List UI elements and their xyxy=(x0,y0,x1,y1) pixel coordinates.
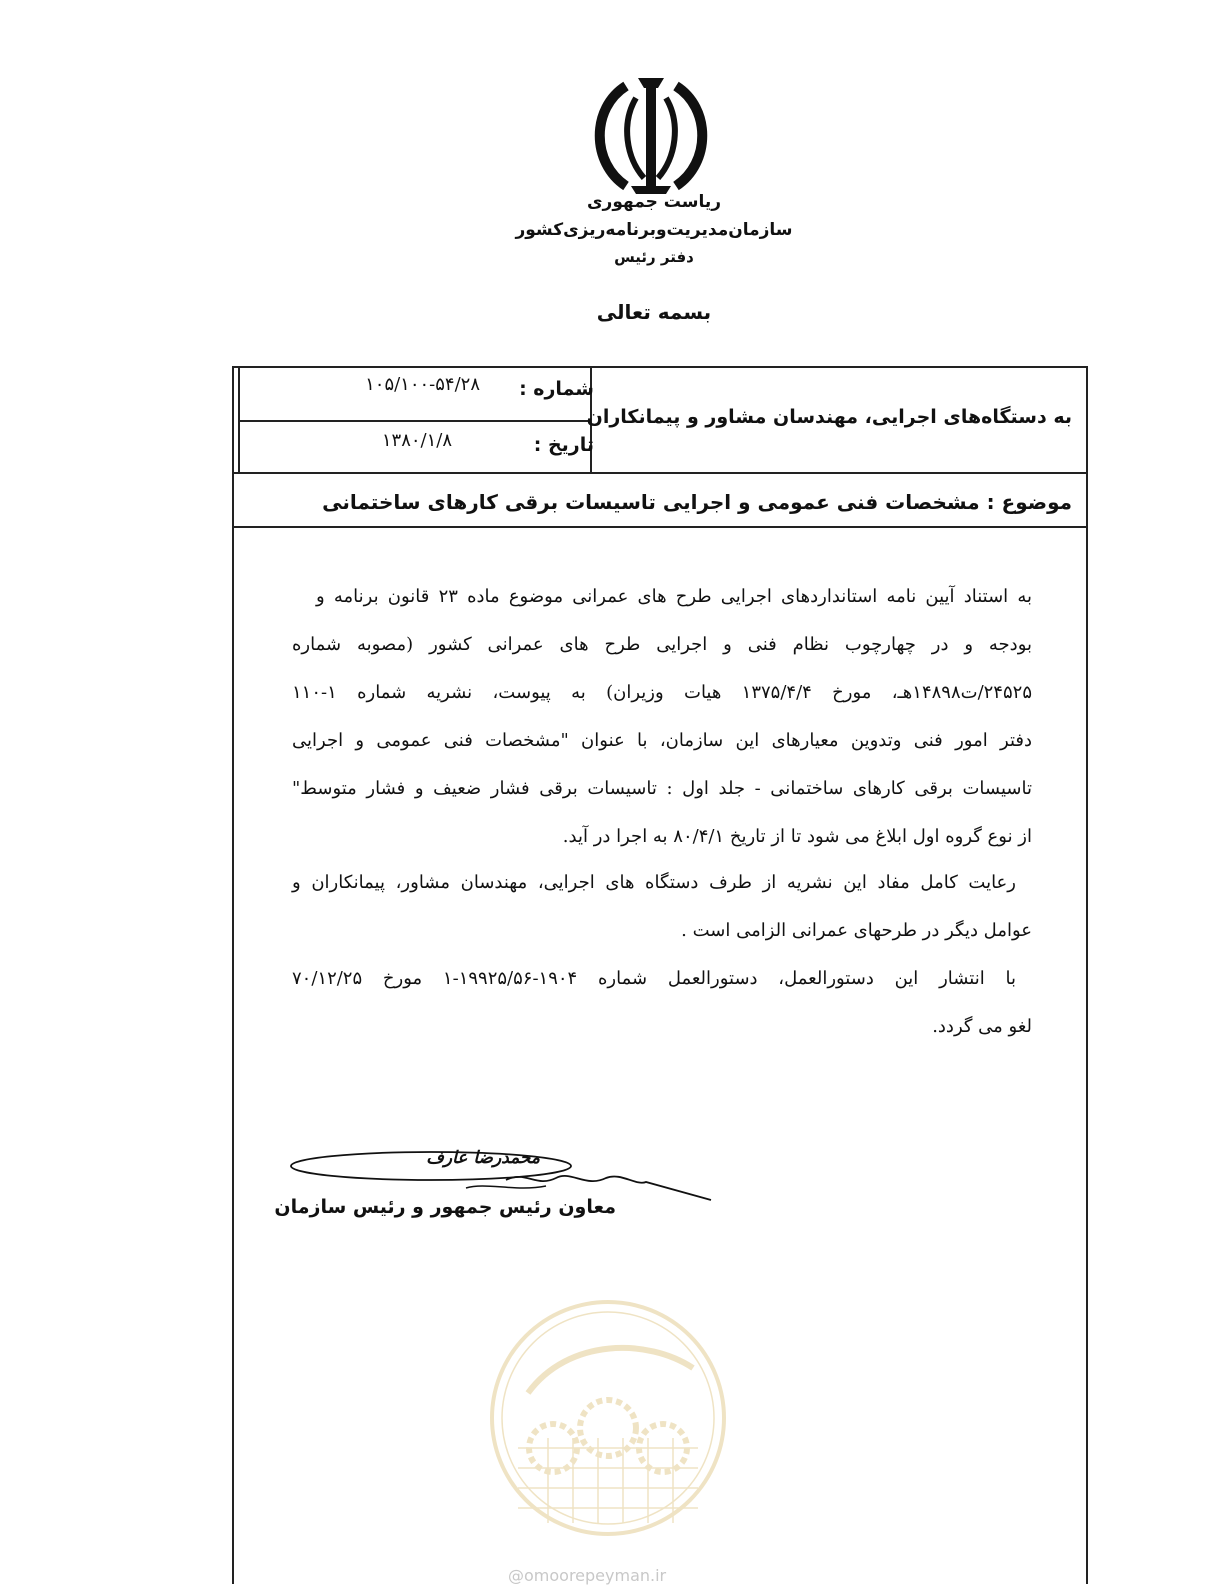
org-line-3: دفتر رئیس xyxy=(614,248,694,266)
divider-number-date xyxy=(238,420,590,422)
number-label: شماره : xyxy=(519,378,594,400)
divider-left-inner xyxy=(238,366,240,472)
body-line: دفتر امور فنی وتدوین معیارهای این سازمان، با عنوان "مشخصات فنی عمومی و اجرایی xyxy=(292,730,1032,751)
watermark-logo-icon xyxy=(488,1298,728,1538)
number-value: ۱۰۵/۱۰۰-۵۴/۲۸ xyxy=(365,374,480,395)
divider-header xyxy=(232,472,1088,474)
body-line: به استناد آیین نامه استانداردهای اجرایی طرح های عمرانی موضوع ماده ۲۳ قانون برنامه و xyxy=(316,586,1033,607)
body-line: عوامل دیگر در طرحهای عمرانی الزامی است . xyxy=(681,920,1032,941)
body-line: لغو می گردد. xyxy=(932,1016,1032,1037)
subject: موضوع : مشخصات فنی عمومی و اجرایی تاسیسات برقی کارهای ساختمانی xyxy=(322,490,1072,514)
body-line: از نوع گروه اول ابلاغ می شود تا از تاریخ ۸۰/۴/۱ به اجرا در آید. xyxy=(562,826,1032,847)
divider-subject xyxy=(232,526,1088,528)
org-line-1: ریاست جمهوری xyxy=(586,192,722,212)
invocation: بسمه تعالی xyxy=(596,300,712,324)
body-line: با انتشار این دستورالعمل، دستورالعمل شماره ۱۹۰۴-۱۹۹۲۵/۵۶-۱ مورخ ۷۰/۱۲/۲۵ xyxy=(292,968,1016,989)
body-line: بودجه و در چهارچوب نظام فنی و اجرایی طرح های عمرانی کشور (مصوبه شماره xyxy=(292,634,1032,655)
date-label: تاریخ : xyxy=(533,434,594,456)
body-line: ۲۴۵۲۵/ت۱۴۸۹۸هـ، مورخ ۱۳۷۵/۴/۴ هیات وزیران) به پیوست، نشریه شماره ۱-۱۱۰ xyxy=(292,682,1032,703)
body-line: رعایت کامل مفاد این نشریه از طرف دستگاه های اجرایی، مهندسان مشاور، پیمانکاران و xyxy=(292,872,1016,893)
addressee: به دستگاه‌های اجرایی، مهندسان مشاور و پیمانکاران xyxy=(586,406,1072,428)
body-line: تاسیسات برقی کارهای ساختمانی - جلد اول : تاسیسات برقی فشار ضعیف و فشار متوسط" xyxy=(292,778,1032,799)
org-line-2: سازمان‌مدیریت‌وبرنامه‌ریزی‌کشور xyxy=(515,220,793,240)
signatory-title: معاون رئیس جمهور و رئیس سازمان xyxy=(274,1196,616,1218)
date-value: ۱۳۸۰/۱/۸ xyxy=(381,430,452,451)
watermark-site: @omoorepeyman.ir xyxy=(508,1566,667,1585)
emblem-icon xyxy=(586,68,716,198)
signatory-name: محمدرضا عارف xyxy=(426,1148,540,1168)
